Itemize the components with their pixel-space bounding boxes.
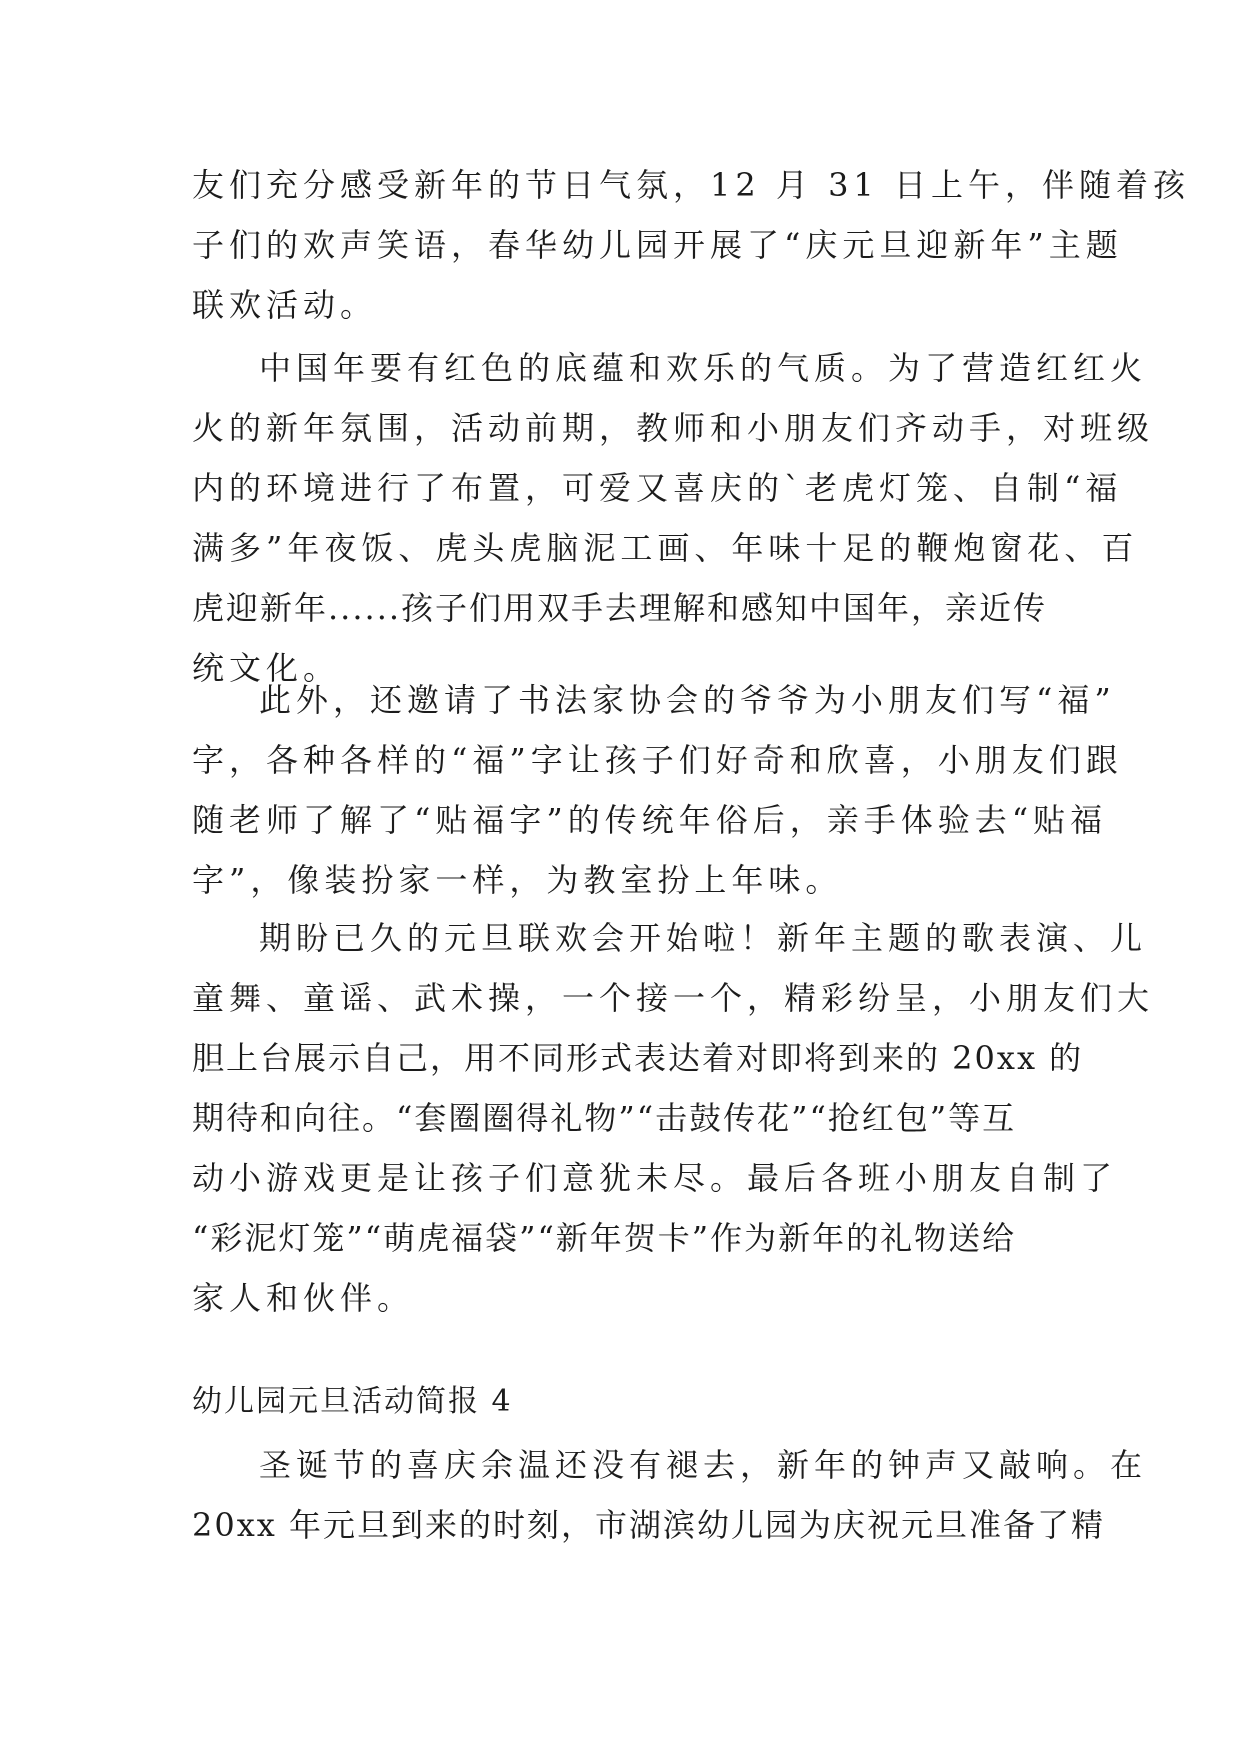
text-line: 中国年要有红色的底蕴和欢乐的气质。为了营造红红火 bbox=[259, 349, 1148, 387]
text-line: 胆上台展示自己，用不同形式表达着对即将到来的 20xx 的 bbox=[192, 1039, 1084, 1077]
text-line: 期盼已久的元旦联欢会开始啦！新年主题的歌表演、儿 bbox=[259, 919, 1148, 957]
text-line: 20xx 年元旦到来的时刻，市湖滨幼儿园为庆祝元旦准备了精 bbox=[192, 1506, 1105, 1544]
paragraph-new-year-party bbox=[192, 908, 1155, 1328]
text-line: 字，各种各样的“福”字让孩子们好奇和欣喜，小朋友们跟 bbox=[192, 741, 1123, 779]
text-line: 虎迎新年......孩子们用双手去理解和感知中国年，亲近传 bbox=[192, 589, 1048, 627]
text-line: 随老师了解了“贴福字”的传统年俗后，亲手体验去“贴福 bbox=[192, 801, 1108, 839]
paragraph-section-4 bbox=[192, 1435, 1148, 1555]
text-line: 此外，还邀请了书法家协会的爷爷为小朋友们写“福” bbox=[259, 681, 1116, 719]
text-line: 友们充分感受新年的节日气氛，12 月 31 日上午，伴随着孩 bbox=[192, 166, 1190, 204]
text-line: 圣诞节的喜庆余温还没有褪去，新年的钟声又敲响。在 bbox=[259, 1446, 1148, 1484]
text-line: 期待和向往。“套圈圈得礼物”“击鼓传花”“抢红包”等互 bbox=[192, 1099, 1017, 1137]
text-line: 动小游戏更是让孩子们意犹未尽。最后各班小朋友自制了 bbox=[192, 1159, 1118, 1197]
text-line: 子们的欢声笑语，春华幼儿园开展了“庆元旦迎新年”主题 bbox=[192, 226, 1123, 264]
text-line: 童舞、童谣、武术操，一个接一个，精彩纷呈，小朋友们大 bbox=[192, 979, 1155, 1017]
text-line: 火的新年氛围，活动前期，教师和小朋友们齐动手，对班级 bbox=[192, 409, 1155, 447]
text-line: 字”，像装扮家一样，为教室扮上年味。 bbox=[192, 861, 843, 899]
text-line: 统文化。 bbox=[192, 649, 341, 687]
text-line: 联欢活动。 bbox=[192, 286, 378, 324]
paragraph-chinese-new-year bbox=[192, 338, 1155, 698]
text-line: 内的环境进行了布置，可爱又喜庆的`老虎灯笼、自制“福 bbox=[192, 469, 1123, 507]
text-line: 满多”年夜饭、虎头虎脑泥工画、年味十足的鞭炮窗花、百 bbox=[192, 529, 1139, 567]
paragraph-festive-atmosphere bbox=[192, 155, 1190, 335]
section-heading: 幼儿园元旦活动简报 4 bbox=[192, 1384, 513, 1419]
text-line: “彩泥灯笼”“萌虎福袋”“新年贺卡”作为新年的礼物送给 bbox=[192, 1219, 1017, 1257]
paragraph-calligraphy bbox=[192, 670, 1123, 910]
text-line: 家人和伙伴。 bbox=[192, 1279, 415, 1317]
